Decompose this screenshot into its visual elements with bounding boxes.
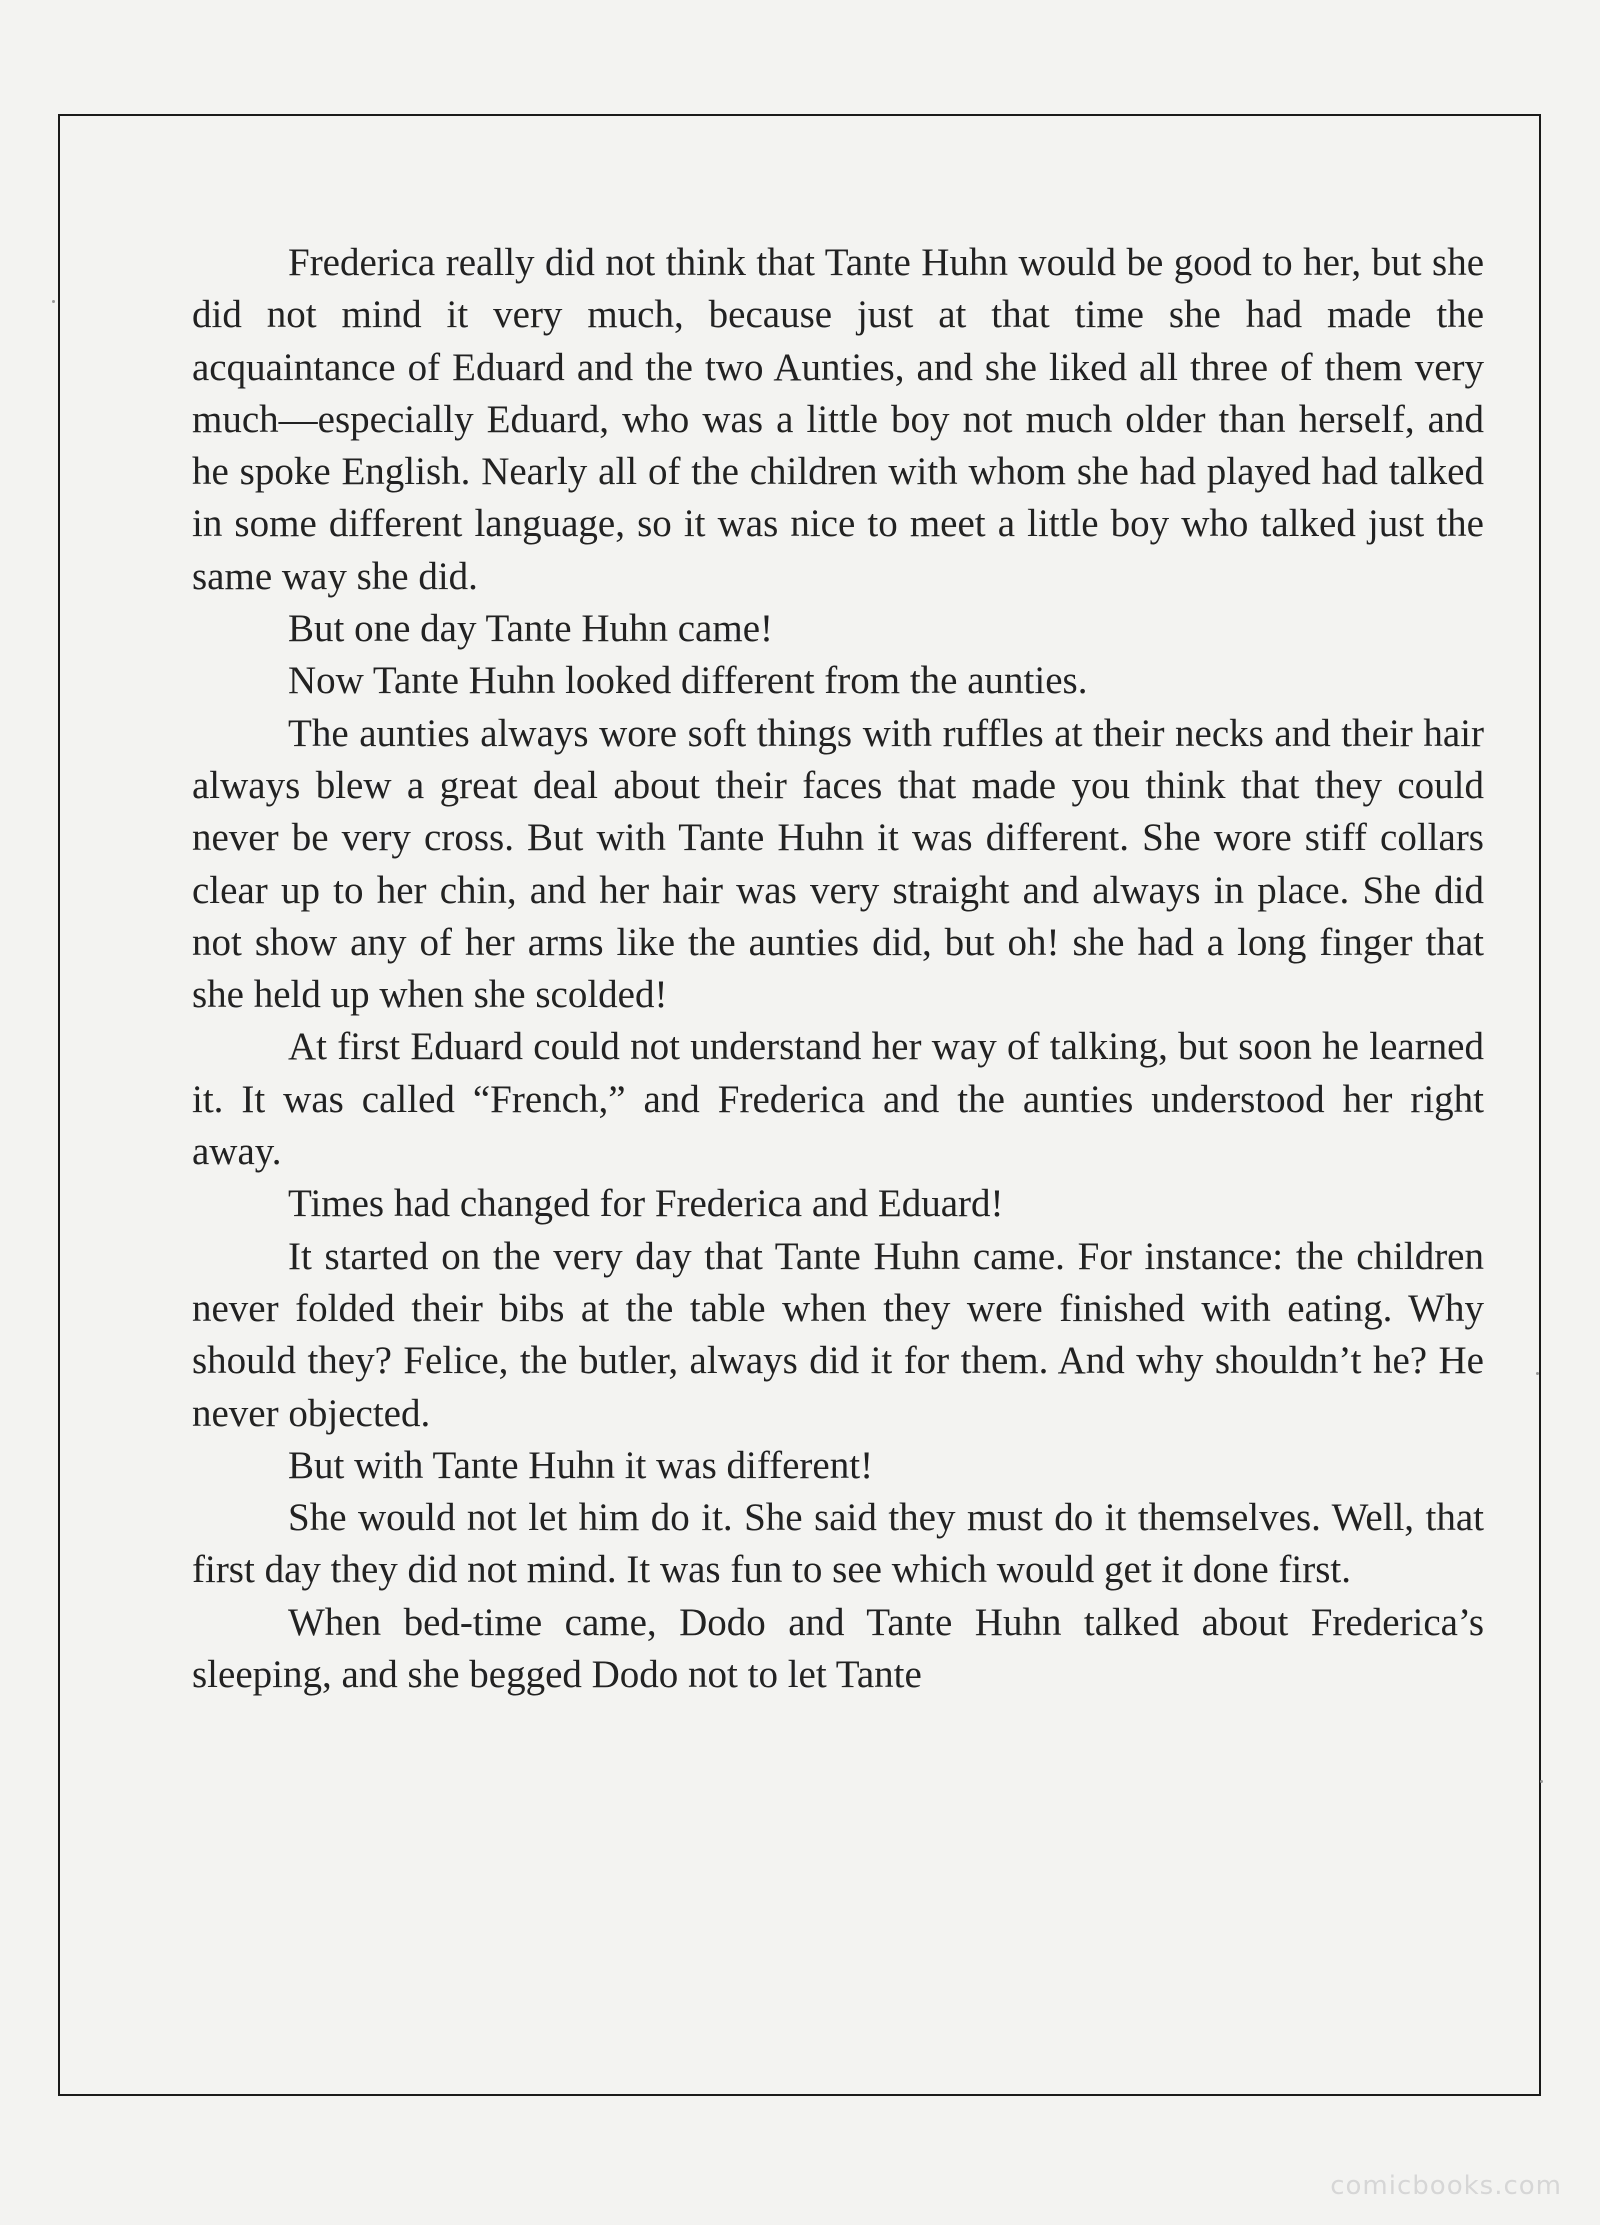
- paragraph-10: When bed-time came, Dodo and Tante Huhn talked about Frederica’s sleeping, and she begged Dodo not to let Tante: [192, 1600, 1484, 1697]
- paragraph-9: She would not let him do it. She said they must do it themselves. Well, that first day they did not mind. It was fun to see which would get it done first.: [192, 1496, 1484, 1592]
- story-text: [192, 237, 1484, 1701]
- paper-speck: [1540, 1780, 1543, 1783]
- paragraph-8: But with Tante Huhn it was different!: [288, 1443, 874, 1487]
- paragraph-1: Frederica really did not think that Tante Huhn would be good to her, but she did not mind it very much, because just at that time she had made the acquaintance of Eduard and the two Aunties, and she liked all three of them very much—especially Eduard, who was a little boy not much older than herself, and he spoke English. Nearly all of the children with whom she had played had talked in some different language, so it was nice to meet a little boy who talked just the same way she did.: [192, 241, 1484, 598]
- paragraph-3: Now Tante Huhn looked different from the aunties.: [288, 659, 1088, 703]
- watermark: comicbooks.com: [1330, 2171, 1562, 2201]
- paragraph-5: At first Eduard could not understand her way of talking, but soon he learned it. It was called “French,” and Frederica and the aunties understood her right away.: [192, 1025, 1484, 1174]
- paper-speck: [52, 300, 55, 303]
- paragraph-2: But one day Tante Huhn came!: [288, 607, 773, 651]
- paper-speck: [1536, 1372, 1539, 1375]
- paragraph-6: Times had changed for Frederica and Eduard!: [288, 1182, 1004, 1226]
- paragraph-4: The aunties always wore soft things with ruffles at their necks and their hair always blew a great deal about their faces that made you think that they could never be very cross. But with Tante Huhn it was different. She wore stiff collars clear up to her chin, and her hair was very straight and always in place. She did not show any of her arms like the aunties did, but oh! she had a long finger that she held up when she scolded!: [192, 711, 1484, 1017]
- paragraph-7: It started on the very day that Tante Huhn came. For instance: the children never folded their bibs at the table when they were finished with eating. Why should they? Felice, the butler, always did it for them. And why shouldn’t he? He never objected.: [192, 1234, 1484, 1435]
